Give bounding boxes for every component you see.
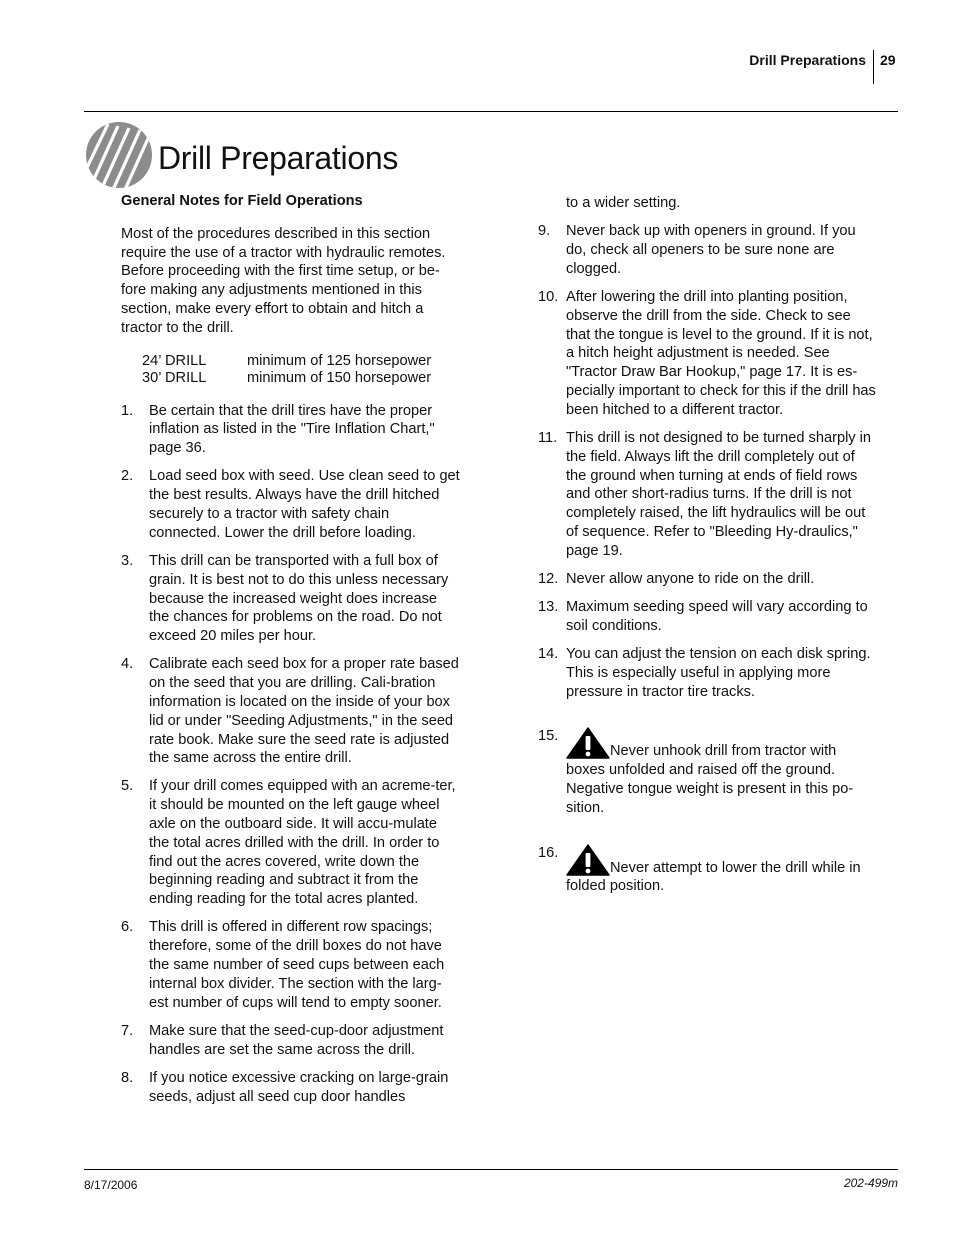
header-separator — [873, 50, 874, 84]
step-number: 13. — [538, 599, 559, 616]
step-number: 16. — [538, 844, 559, 861]
list-item — [121, 777, 461, 909]
steps-list-right — [538, 222, 878, 896]
steps-list-left — [121, 402, 461, 1107]
warning-text: Never unhook drill from tractor with boxes unfolded and raised off the ground. Negative tongue weight is present in this po-sition. — [566, 743, 854, 816]
step-text: Be certain that the drill tires have the proper inflation as listed in the "Tire Inflation Chart," page 36. — [149, 402, 435, 457]
warning-icon — [566, 844, 610, 876]
step-text: Maximum seeding speed will vary according to soil conditions. — [566, 599, 868, 634]
table-row — [142, 370, 431, 387]
step-text: If your drill comes equipped with an acreme-ter, it should be mounted on the left gauge wheel axle on the outboard side. It will accu-mulate the total acres drilled with the drill. In order to find out the acres covered, write down the beginning reading and subtract it from the ending reading for the total acres planted. — [149, 778, 456, 908]
step-number: 11. — [538, 429, 558, 446]
step-text: This drill can be transported with a full box of grain. It is best not to do this unless necessary because the increased weight does increase the chances for problems on the road. Do not exceed 20 miles per hour. — [149, 552, 449, 645]
step-number: 14. — [538, 646, 559, 663]
horsepower-value: minimum of 125 horsepower — [247, 352, 432, 369]
brand-logo-icon — [86, 122, 152, 188]
drill-model: 24’ DRILL — [142, 352, 207, 369]
page-number: 29 — [880, 52, 896, 68]
step-number: 10. — [538, 288, 559, 305]
footer-doc-number: 202-499m — [843, 1176, 898, 1190]
warning-list-item — [538, 844, 878, 897]
step-number: 1. — [121, 402, 134, 419]
warning-list-item — [538, 727, 878, 817]
list-item — [121, 655, 461, 768]
step-text: This drill is not designed to be turned sharply in the field. Always lift the drill completely out of the ground when turning at ends of field rows and other short-radius turns. If the drill is not completely raised, the lift hydraulics will be out of sequence. Refer to "Bleeding Hy-draulics," page 19. — [566, 429, 872, 559]
list-item — [538, 222, 878, 278]
step-number: 4. — [121, 656, 134, 673]
step-text: You can adjust the tension on each disk spring. This is especially useful in applying more pressure in tractor tire tracks. — [566, 646, 871, 700]
step-text: After lowering the drill into planting position, observe the drill from the side. Check to see that the tongue is level to the ground. If it is not, a hitch height adjustment is needed. See "Tractor Draw Bar Hookup," page 17. It is es-pecially important to check for this if the drill has been hitched to a different tractor. — [566, 288, 876, 418]
intro-paragraph: Most of the procedures described in this section require the use of a tractor with hydraulic remotes. Before proceeding with the first time setup, or be-fore making any adjustments mentioned in this section, make every effort to obtain and hitch a tractor to the drill. — [121, 225, 446, 336]
list-item — [538, 429, 878, 561]
warning-text: Never attempt to lower the drill while in folded position. — [566, 859, 861, 895]
list-item — [121, 1022, 461, 1060]
step-text: Calibrate each seed box for a proper rate based on the seed that you are drilling. Cali-bration information is located on the inside of your box lid or under "Seeding Adjustments," in the seed rate book. Make sure the seed rate is adjusted the same across the entire drill. — [149, 656, 459, 767]
step-8-continued: to a wider setting. — [566, 195, 681, 211]
footer-rule — [84, 1169, 898, 1170]
list-item — [538, 645, 878, 701]
list-item — [538, 598, 878, 636]
step-text: If you notice excessive cracking on large-grain seeds, adjust all seed cup door handles — [149, 1069, 449, 1105]
page-title: Drill Preparations — [158, 140, 399, 176]
step-number: 15. — [538, 728, 559, 745]
list-item — [538, 570, 878, 589]
list-item — [121, 552, 461, 646]
header-rule — [84, 111, 898, 112]
section-subheading: General Notes for Field Operations — [121, 193, 363, 209]
header-section-title: Drill Preparations — [749, 52, 866, 68]
drill-model: 30’ DRILL — [142, 369, 207, 386]
step-number: 9. — [538, 223, 551, 240]
list-item — [121, 467, 461, 542]
right-column — [538, 194, 878, 906]
step-number: 2. — [121, 468, 134, 485]
horsepower-requirements-table — [142, 353, 431, 387]
step-number: 7. — [121, 1022, 134, 1039]
list-item — [538, 288, 878, 420]
step-number: 5. — [121, 778, 134, 795]
step-text: Never allow anyone to ride on the drill. — [566, 570, 815, 587]
list-item — [121, 402, 461, 458]
warning-icon — [566, 727, 610, 759]
list-item — [121, 918, 461, 1012]
table-row — [142, 353, 431, 370]
step-text: Make sure that the seed-cup-door adjustment handles are set the same across the drill. — [149, 1022, 444, 1058]
step-number: 12. — [538, 570, 559, 587]
list-item — [121, 1069, 461, 1107]
step-text: This drill is offered in different row spacings; therefore, some of the drill boxes do not have the same number of seed cups between each internal box divider. The section with the larg-est number of cups will tend to empty sooner. — [149, 919, 445, 1011]
step-text: Never back up with openers in ground. If you do, check all openers to be sure none are clogged. — [566, 223, 856, 277]
horsepower-value: minimum of 150 horsepower — [247, 369, 432, 386]
left-column — [121, 192, 461, 1116]
step-number: 8. — [121, 1069, 134, 1086]
footer-date: 8/17/2006 — [84, 1178, 138, 1192]
step-text: Load seed box with seed. Use clean seed to get the best results. Always have the drill hitched securely to a tractor with safety chain connected. Lower the drill before loading. — [149, 468, 460, 541]
step-number: 6. — [121, 919, 134, 936]
step-number: 3. — [121, 552, 134, 569]
